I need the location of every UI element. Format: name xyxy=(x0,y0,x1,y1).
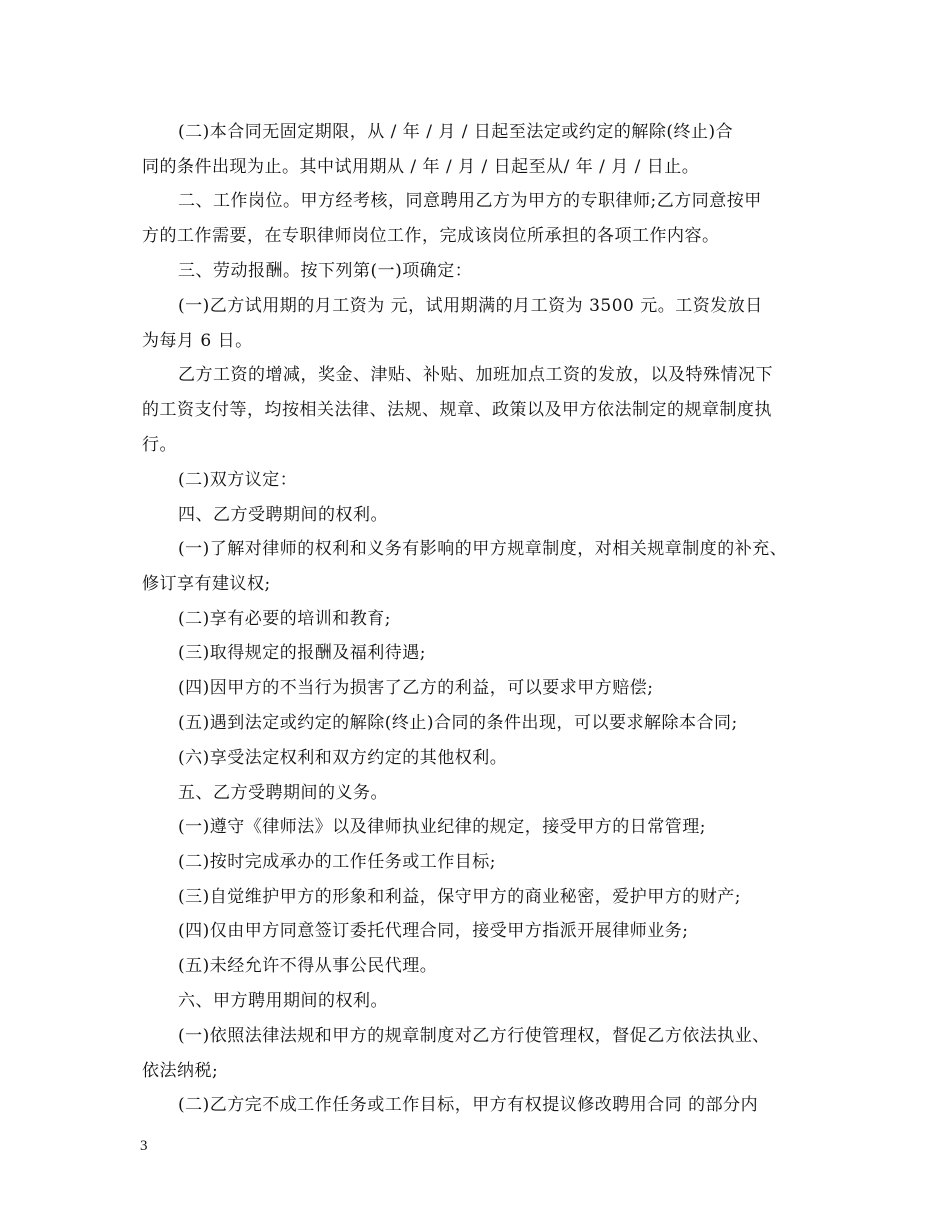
text-line: 修订享有建议权; xyxy=(142,574,271,594)
text-line: (三)取得规定的报酬及福利待遇; xyxy=(178,643,426,663)
text-line: (四)因甲方的不当行为损害了乙方的利益，可以要求甲方赔偿; xyxy=(178,678,654,698)
text-line: 二、工作岗位。甲方经考核，同意聘用乙方为甲方的专职律师;乙方同意按甲 xyxy=(178,191,762,211)
text-line: (六)享受法定权利和双方约定的其他权利。 xyxy=(178,748,508,768)
text-line: 乙方工资的增减，奖金、津贴、补贴、加班加点工资的发放，以及特殊情况下 xyxy=(178,365,773,385)
text-line: 方的工作需要，在专职律师岗位工作，完成该岗位所承担的各项工作内容。 xyxy=(142,226,720,246)
text-line: (一)遵守《律师法》以及律师执业纪律的规定，接受甲方的日常管理; xyxy=(178,817,706,837)
text-line: 三、劳动报酬。按下列第(一)项确定： xyxy=(178,261,473,281)
text-line: (一)乙方试用期的月工资为 元，试用期满的月工资为 3500 元。工资发放日 xyxy=(178,296,763,316)
text-line: (五)未经允许不得从事公民代理。 xyxy=(178,956,438,976)
text-line: (一)了解对律师的权利和义务有影响的甲方规章制度，对相关规章制度的补充、 xyxy=(178,539,788,559)
text-line: 同的条件出现为止。其中试用期从 / 年 / 月 / 日起至从/ 年 / 月 / 日止。 xyxy=(142,157,700,177)
text-line: (三)自觉维护甲方的形象和利益，保守甲方的商业秘密，爱护甲方的财产; xyxy=(178,887,741,907)
text-line: (二)乙方完不成工作任务或工作目标，甲方有权提议修改聘用合同 的部分内 xyxy=(178,1095,759,1115)
text-line: 四、乙方受聘期间的权利。 xyxy=(178,505,388,525)
text-line: (一)依照法律法规和甲方的规章制度对乙方行使管理权，督促乙方依法执业、 xyxy=(178,1026,770,1046)
text-line: 五、乙方受聘期间的义务。 xyxy=(178,783,388,803)
text-line: 的工资支付等，均按相关法律、法规、规章、政策以及甲方依法制定的规章制度执 xyxy=(142,400,772,420)
text-line: (二)享有必要的培训和教育; xyxy=(178,609,391,629)
text-line: (五)遇到法定或约定的解除(终止)合同的条件出现，可以要求解除本合同; xyxy=(178,713,738,733)
page-number: 3 xyxy=(140,1138,148,1154)
text-line: (四)仅由甲方同意签订委托代理合同，接受甲方指派开展律师业务; xyxy=(178,921,689,941)
text-line: 依法纳税; xyxy=(142,1061,219,1081)
text-line: (二)本合同无固定期限，从 / 年 / 月 / 日起至法定或约定的解除(终止)合 xyxy=(178,122,734,142)
text-line: (二)按时完成承办的工作任务或工作目标; xyxy=(178,852,496,872)
text-line: (二)双方议定： xyxy=(178,470,298,490)
text-line: 为每月 6 日。 xyxy=(142,331,253,351)
text-line: 行。 xyxy=(142,435,177,455)
text-line: 六、甲方聘用期间的权利。 xyxy=(178,991,388,1011)
